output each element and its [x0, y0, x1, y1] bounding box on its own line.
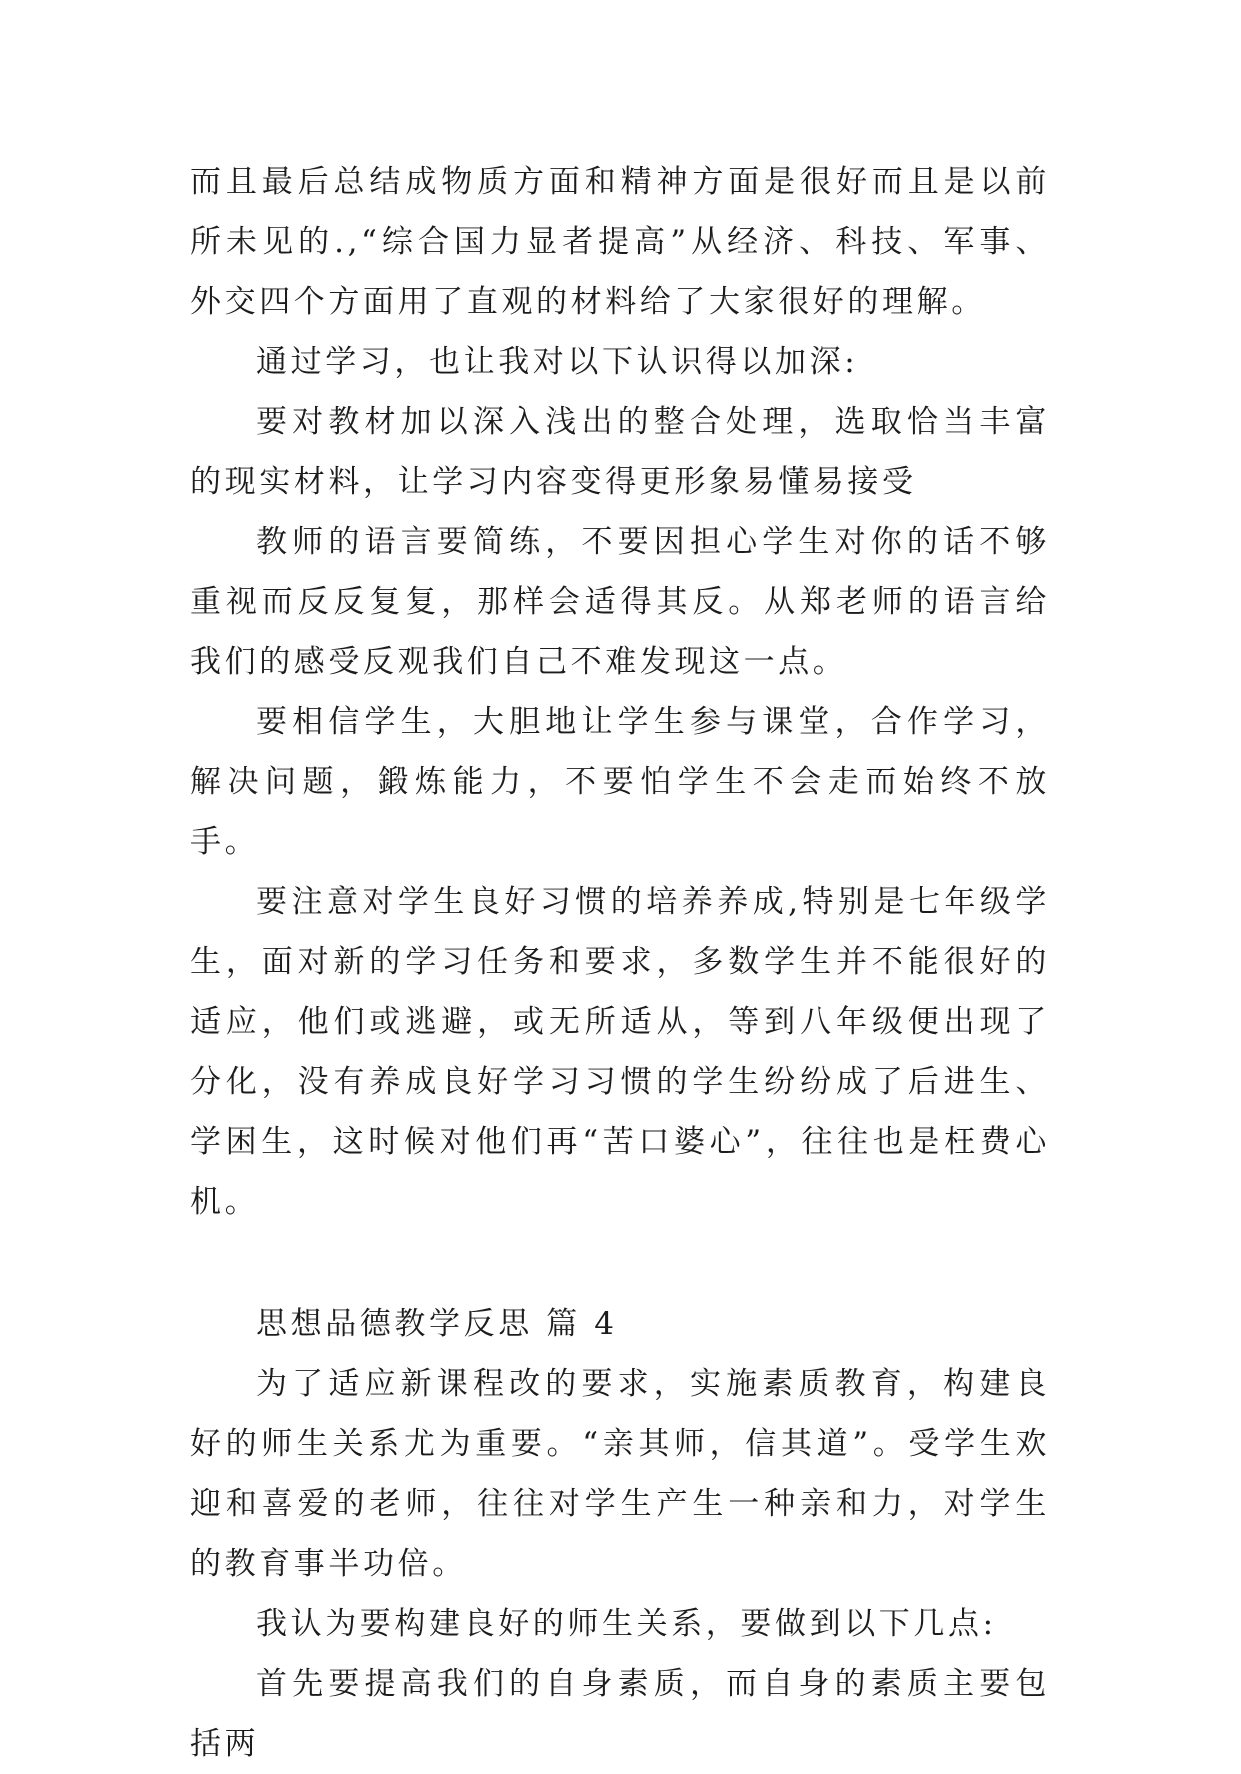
paragraph: 要相信学生，大胆地让学生参与课堂，合作学习，解决问题，鍛炼能力，不要怕学生不会走而始终不放手。	[190, 704, 1050, 860]
paragraph: 通过学习，也让我对以下认识得以加深:	[256, 344, 859, 380]
section-spacer	[190, 1232, 1050, 1294]
paragraph: 要对教材加以深入浅出的整合处理，选取恰当丰富的现实材料，让学习内容变得更形象易懂易接受	[190, 404, 1050, 500]
paragraph: 教师的语言要简练，不要因担心学生对你的话不够重视而反反复复，那样会适得其反。从郑老师的语言给我们的感受反观我们自己不难发现这一点。	[190, 524, 1050, 680]
paragraph: 为了适应新课程改的要求，实施素质教育，构建良好的师生关系尤为重要。“亲其师，信其道”。受学生欢迎和喜爱的老师，往往对学生产生一种亲和力，对学生的教育事半功倍。	[190, 1366, 1050, 1582]
document-page	[190, 152, 1050, 1774]
paragraph: 我认为要构建良好的师生关系，要做到以下几点:	[256, 1606, 997, 1642]
section-heading: 思想品德教学反思 篇 4	[256, 1306, 618, 1342]
paragraph: 而且最后总结成物质方面和精神方面是很好而且是以前所未见的.,“综合国力显者提高”从经济、科技、军事、外交四个方面用了直观的材料给了大家很好的理解。	[190, 164, 1050, 320]
paragraph: 首先要提高我们的自身素质，而自身的素质主要包括两	[190, 1666, 1050, 1762]
paragraph: 要注意对学生良好习惯的培养养成,特别是七年级学生，面对新的学习任务和要求，多数学生并不能很好的适应，他们或逃避，或无所适从，等到八年级便出现了分化，没有养成良好学习习惯的学生纷纷成了后进生、学困生，这时候对他们再“苦口婆心”，往往也是枉费心机。	[190, 884, 1050, 1220]
